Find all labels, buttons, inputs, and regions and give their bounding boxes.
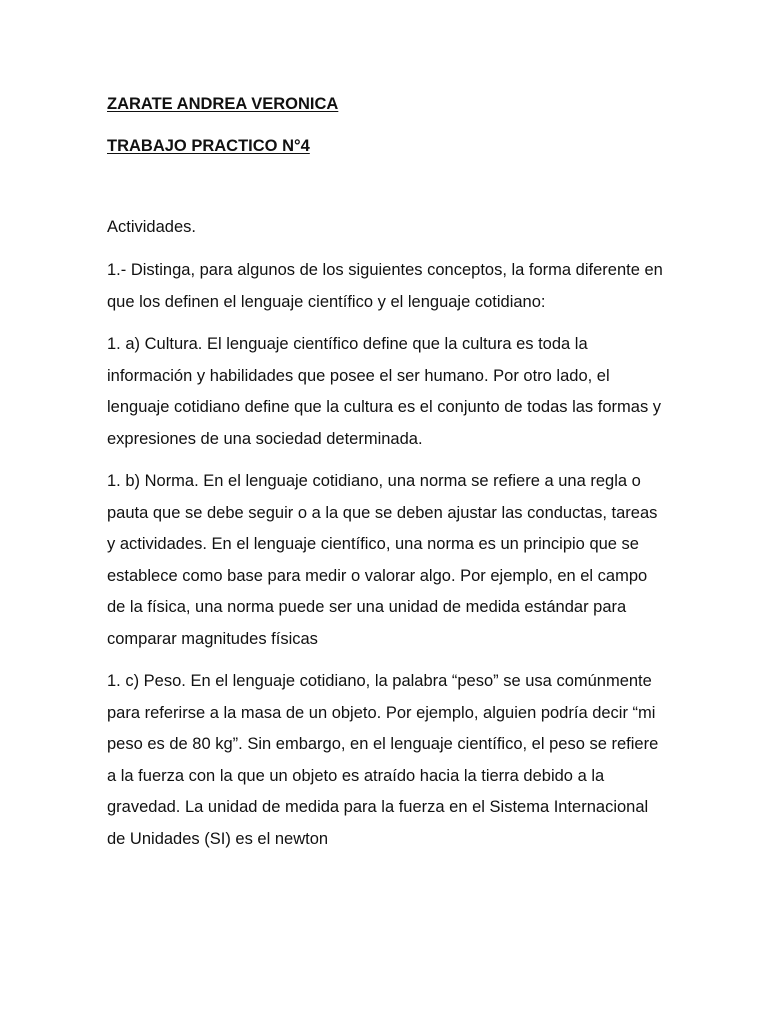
- author-name: ZARATE ANDREA VERONICA: [107, 95, 339, 113]
- answer-weight-paragraph: 1. c) Peso. En el lenguaje cotidiano, la palabra “peso” se usa comúnmente para referirse a la masa de un objeto. Por ejemplo, alguien podría decir “mi peso es de 80 kg”. Sin embargo, en el lenguaje científico, el peso se refiere a la fuerza con la que un objeto es atraído hacia la tierra debido a la gravedad. La unidad de medida para la fuerza en el Sistema Internacional de Unidades (SI) es el newton: [107, 672, 659, 848]
- answer-culture-paragraph: 1. a) Cultura. El lenguaje científico define que la cultura es toda la información y habilidades que posee el ser humano. Por otro lado, el lenguaje cotidiano define que la cultura es el conjunto de todas las formas y expresiones de una sociedad determinada.: [107, 335, 662, 448]
- question-paragraph: 1.- Distinga, para algunos de los siguientes conceptos, la forma diferente en que los definen el lenguaje científico y el lenguaje cotidiano:: [107, 261, 663, 311]
- document-title: TRABAJO PRACTICO N°4: [107, 137, 310, 155]
- section-label: Actividades.: [107, 218, 196, 236]
- answer-norm-paragraph: 1. b) Norma. En el lenguaje cotidiano, una norma se refiere a una regla o pauta que se debe seguir o a la que se deben ajustar las conductas, tareas y actividades. En el lenguaje científico, una norma es un principio que se establece como base para medir o valorar algo. Por ejemplo, en el campo de la física, una norma puede ser una unidad de medida estándar para comparar magnitudes físicas: [107, 472, 658, 648]
- document-body: [107, 93, 663, 855]
